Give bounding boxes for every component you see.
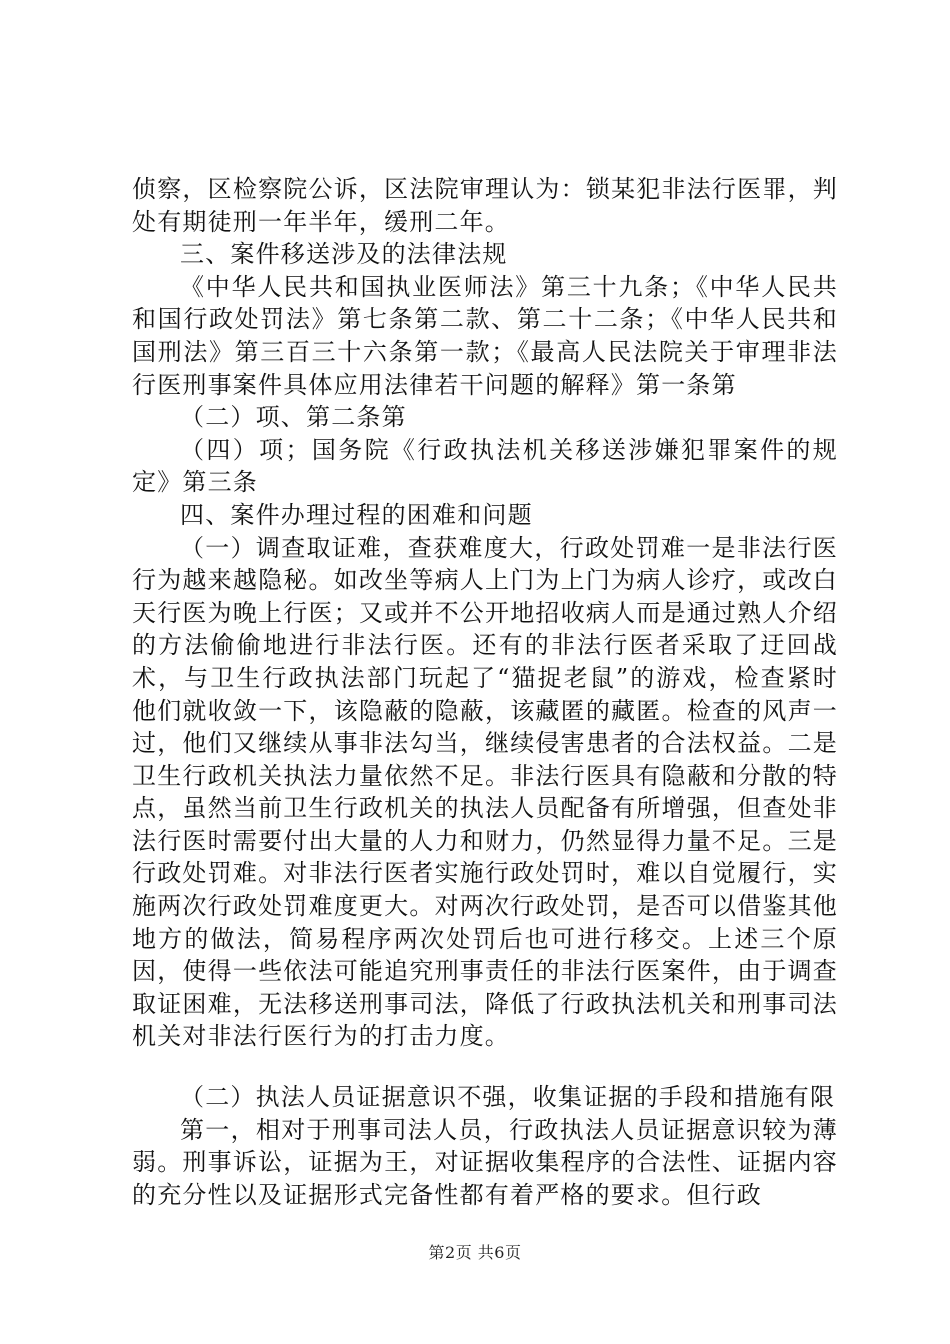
page-footer: 第2页 共6页 bbox=[428, 1243, 522, 1262]
paragraph-laws: 《中华人民共和国执业医师法》第三十九条；《中华人民共和国行政处罚法》第七条第二款、第二十二条；《中华人民共和国刑法》第三百三十六条第一款；《最高人民法院关于审理非法行医刑事案件具体应用法律若干问题的解释》第一条第 bbox=[132, 272, 838, 399]
subheading-difficulty-two: （二）执法人员证据意识不强，收集证据的手段和措施有限 bbox=[180, 1083, 836, 1112]
paragraph-verdict: 侦察，区检察院公诉，区法院审理认为：锁某犯非法行医罪，判处有期徒刑一年半年，缓刑二年。 bbox=[132, 175, 838, 236]
section-heading-four: 四、案件办理过程的困难和问题 bbox=[180, 500, 533, 529]
document-body bbox=[132, 173, 838, 1211]
paragraph-item-two: （二）项、第二条第 bbox=[180, 403, 407, 432]
paragraph-item-four: （四）项；国务院《行政执法机关移送涉嫌犯罪案件的规定》第三条 bbox=[132, 435, 838, 497]
paragraph-difficulty-one: （一）调查取证难，查获难度大，行政处罚难一是非法行医行为越来越隐秘。如改坐等病人上门为上门为病人诊疗，或改白天行医为晚上行医；又或并不公开地招收病人而是通过熟人介绍的方法偷偷地进行非法行医。还有的非法行医者采取了迂回战术，与卫生行政执法部门玩起了“猫捉老鼠”的游戏，检查紧时他们就收敛一下，该隐蔽的隐蔽，该藏匿的藏匿。检查的风声一过，他们又继续从事非法勾当，继续侵害患者的合法权益。二是卫生行政机关执法力量依然不足。非法行医具有隐蔽和分散的特点，虽然当前卫生行政机关的执法人员配备有所增强，但查处非法行医时需要付出大量的人力和财力，仍然显得力量不足。三是行政处罚难。对非法行医者实施行政处罚时，难以自觉履行，实施两次行政处罚难度更大。对两次行政处罚，是否可以借鉴其他地方的做法，简易程序两次处罚后也可进行移交。上述三个原因，使得一些依法可能追究刑事责任的非法行医案件，由于调查取证困难，无法移送刑事司法，降低了行政执法机关和刑事司法机关对非法行医行为的打击力度。 bbox=[132, 533, 838, 1051]
paragraph-evidence: 第一，相对于刑事司法人员，行政执法人员证据意识较为薄弱。刑事诉讼，证据为王，对证据收集程序的合法性、证据内容的充分性以及证据形式完备性都有着严格的要求。但行政 bbox=[132, 1115, 838, 1209]
section-heading-three: 三、案件移送涉及的法律法规 bbox=[180, 240, 508, 269]
